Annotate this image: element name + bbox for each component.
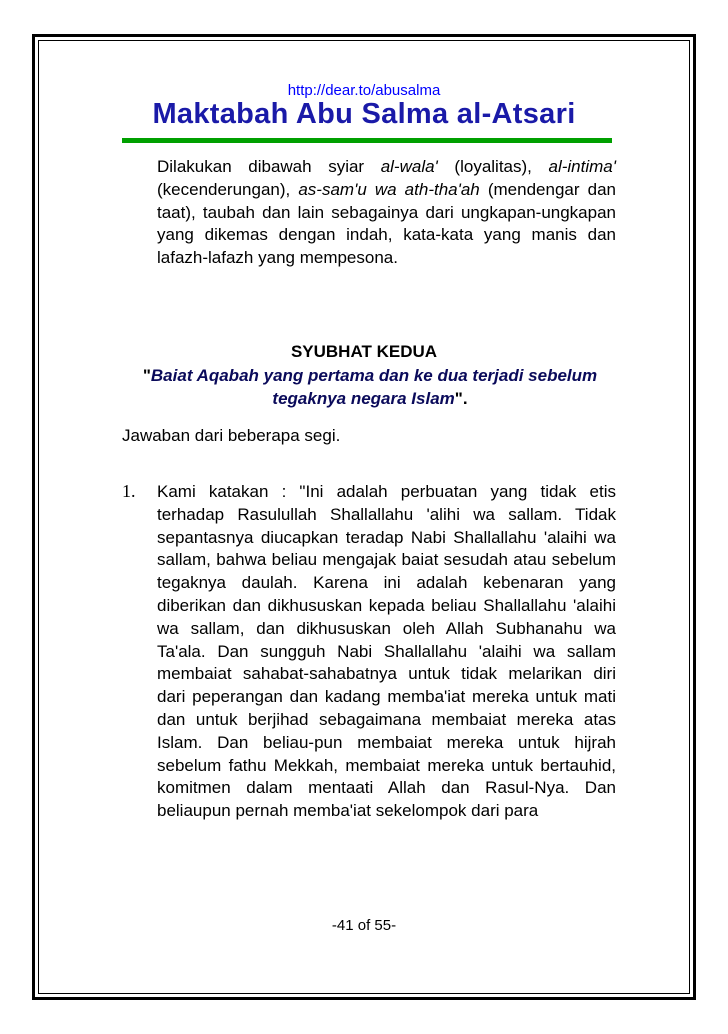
header-url-link[interactable]: http://dear.to/abusalma [287,82,441,99]
list-item-text: Kami katakan : "Ini adalah perbuatan yang tidak etis terhadap Rasulullah Shallallahu 'alihi wa sallam. Tidak sepantasnya diucapkan teradap Nabi Shallallahu 'alaihi wa sallam, bahwa beliau mengajak baiat sesudah atau sebelum tegaknya daulah. Karena ini adalah kebenaran yang diberikan dan dikhususkan kepada beliau Shallallahu 'alaihi wa sallam, dan dikhususkan oleh Allah Subhanahu wa Ta'ala. Dan sungguh Nabi Shallallahu 'alaihi wa sallam membaiat sahabat-sahabatnya untuk tidak melarikan diri dari peperangan dan kadang memba'iat mereka untuk mati dan untuk berjihad sebagaimana membaiat mereka atas Islam. Dan beliau-pun membaiat mereka untuk hijrah sebelum fathu Mekkah, membaiat mereka untuk bertauhid, komitmen dalam mentaati Allah dan Rasul-Nya. Dan beliaupun pernah memba'iat sekelompok dari para [157,482,616,821]
page-number: -41 of 55- [331,917,397,934]
intro-text-2: (loyalitas), [437,157,549,176]
intro-text-4: (mendengar dan taat), taubah dan lain sebagainya dari ungkapan-ungkapan yang dikemas dengan indah, kata-kata yang manis dan lafazh-lafazh yang mempesona. [157,179,616,268]
header-title: Maktabah Abu Salma al-Atsari [152,98,576,130]
intro-term-wala: al-wala' [380,157,438,176]
quote-text: Baiat Aqabah yang pertama dan ke dua terjadi sebelum tegaknya negara Islam [150,366,598,408]
quote-close-mark: ". [454,389,468,408]
intro-paragraph [157,156,616,270]
section-quote [130,364,610,410]
intro-term-intima: al-intima' [548,157,616,176]
list-item-number: 1. [122,481,136,501]
intro-term-samu: as-sam'u wa ath-tha'ah [298,179,480,199]
quote-open-mark: " [142,366,151,385]
intro-text-1: Dilakukan dibawah syiar [157,157,381,176]
section-heading: SYUBHAT KEDUA [290,342,438,361]
header-divider [122,138,612,143]
intro-text-3: (kecenderungan), [157,179,299,199]
answer-intro: Jawaban dari beberapa segi. [122,426,341,445]
